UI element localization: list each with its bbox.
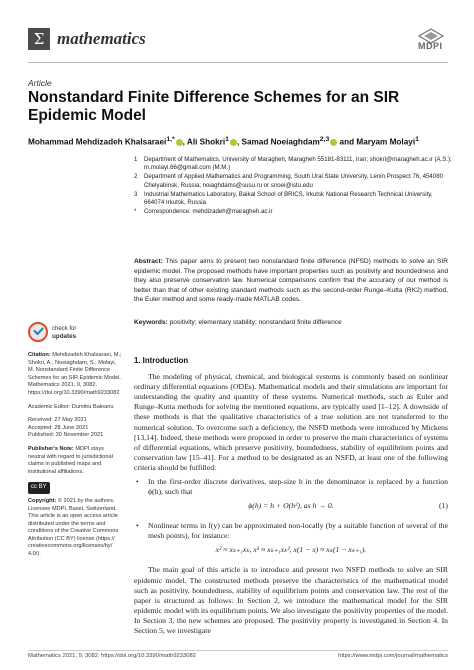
equation-1 <box>134 501 448 515</box>
author-name[interactable]: Ali Shokri <box>186 137 226 147</box>
accepted-date: Accepted: 28 June 2021 <box>28 424 89 431</box>
journal-header <box>28 28 448 54</box>
author-affil-mark: 1 <box>225 136 229 143</box>
check-for-updates-button[interactable] <box>28 320 122 346</box>
check-updates-label: check for updates <box>52 326 77 340</box>
sidebar <box>28 320 122 565</box>
affiliation-mark: 2 <box>134 173 138 181</box>
copyright-text: © 2021 by the authors. Licensee MDPI, Basel, Switzerland. This article is an open access article distributed under the terms and conditions of the Creative Commons Attribution (CC BY) license (https:// creativecommons.org/licenses/by/ 4.0/). <box>28 497 119 558</box>
affiliations <box>134 156 454 217</box>
copyright-block <box>28 498 122 559</box>
check-updates-icon <box>28 322 48 342</box>
intro-paragraph: The modeling of physical, chemical, and biological systems is commonly based on nonlinear ordinary differential equations (ODEs). Mathematical models and their simulations are important for understanding the quality and quantity of these systems. Numerical methods, such as Euler and Runge–Kutta methods for solving the mentioned equations, are typically used [1–12]. A downside of these methods is that the qualitative characteristics of a true solution are not transferred to the numerical solution. To overcome such a deficiency, the NSFD methods were introduced by Mickens [13,14]. Indeed, these methods were proposed in order to preserve the main characteristics of systems of differential equations, which preserve positivity, boundedness, stability of equilibrium points and conservation law [15–41]. For a method to be designated as an NSFD, at least one of the following criteria should be fulfilled: <box>134 372 448 472</box>
equation-text: x² ≈ xₖ₊₁xₖ, x³ ≈ xₖ₊₁xₖ², x(1 − x) ≈ xₖ(1 − xₖ₊₁). <box>215 545 367 555</box>
affiliation-item <box>134 208 454 216</box>
correspondence-text: Correspondence: mehdizadeh@maragheh.ac.ir <box>144 208 273 216</box>
published-date: Published: 30 November 2021 <box>28 432 104 439</box>
header-divider <box>28 62 448 63</box>
keywords-text: positivity; elementary stability; nonstandard finite difference <box>169 319 342 326</box>
criteria-bullet: • In the first-order discrete derivatives, step-size h in the denominator is replaced by a function ϕ(h), such that <box>134 477 448 497</box>
keywords-label: Keywords: <box>134 319 168 326</box>
author-list: Mohammad Mehdizadeh Khalsaraei$^{1,*}$ , Ali Shokri$^1$ , Samad Noeiaghdam$^{2,3}$ and Maryam Molayi$^1$ <box>28 136 419 147</box>
mdpi-logo-icon[interactable] <box>414 28 448 54</box>
orcid-icon[interactable] <box>330 139 337 146</box>
main-body <box>134 356 448 640</box>
abstract <box>134 257 448 305</box>
copyright-label: Copyright: <box>28 497 57 504</box>
author-affil-mark: 2,3 <box>319 136 330 143</box>
footer-citation[interactable]: Mathematics 2021, 9, 3082. https://doi.org/10.3390/math9233082 <box>28 653 196 659</box>
citation-text: Mehdizadeh Khalsaraei, M.; Shokri, A.; Noeiaghdam, S.; Molayi, M. Nonstandard Finite Difference Schemes for an SIR Epidemic Model. Mathematics 2021, 9, 3082. https://doi.org/10.3390/math9233082 <box>28 352 122 396</box>
keywords <box>134 318 448 327</box>
cc-license-icon[interactable]: cc BY <box>28 482 50 494</box>
author-affil-mark: 1 <box>415 136 419 143</box>
abstract-text: This paper aims to present two nonstandard finite difference (NFSD) methods to solve an SIR epidemic model. The proposed methods have important properties such as positivity and boundedness and they also preserve conservation law. Numerical comparisons confirm that the accuracy of our method is better than that of other existing standard methods such as the second-order Runge–Kutta (RK2) method, the Euler method and some ready-made MATLAB codes. <box>134 258 449 304</box>
orcid-icon[interactable] <box>176 139 183 146</box>
academic-editor: Academic Editor: Dumitru Baleanu <box>28 403 114 410</box>
article-type: Article <box>28 78 52 88</box>
publisher-note <box>28 446 122 476</box>
affiliation-mark: 1 <box>134 156 138 163</box>
article-title: Nonstandard Finite Difference Schemes for an SIR Epidemic Model <box>28 89 400 124</box>
author-name[interactable]: Mohammad Mehdizadeh Khalsaraei <box>28 137 167 147</box>
section-heading: 1. Introduction <box>134 356 189 365</box>
footer-divider <box>28 650 448 651</box>
affiliation-mark: * <box>134 208 137 216</box>
dates-block <box>28 417 122 440</box>
equation-number: (1) <box>439 501 448 511</box>
author-name[interactable]: Samad Noeiaghdam <box>241 137 320 147</box>
author-name[interactable]: Maryam Molayi <box>356 137 416 147</box>
affiliation-item <box>134 191 454 207</box>
received-date: Received: 27 May 2021 <box>28 417 87 424</box>
mdpi-logo-text: MDPI <box>418 41 443 51</box>
affiliation-text: Industrial Mathematics Laboratory, Baikal School of BRICS, Irkutsk National Research Technical University, 664074 Irkutsk, Russia <box>144 190 433 207</box>
publisher-note-label: Publisher's Note: <box>28 445 74 452</box>
author-affil-mark: 1,* <box>166 136 175 143</box>
publisher-note-text: MDPI stays neutral with regard to jurisdictional claims in published maps and institutional affiliations. <box>28 445 113 475</box>
goal-paragraph: The main goal of this article is to introduce and present two NSFD methods to solve an SIR epidemic model. The constructed methods preserve the characteristics of the mathematical model such as positivity, boundedness, stability of equilibrium points and conservation law. The rest of the paper is structured as follows: In Section 2, we introduce the mathematical model for the SIR epidemic model with its equilibrium points. We also investigate the positivity properties of the model. In Section 3, the new schemes are proposed. The positivity property is investigated in Section 4. In Section 5, we investigate <box>134 565 448 635</box>
affiliation-item <box>134 173 454 189</box>
affiliation-text: Department of Mathematics, University of Maragheh, Maragheh 55181-83111, Iran; shokri@maragheh.ac.ir (A.S.); m.molayi.66@gmail.com (M.M.) <box>144 156 452 172</box>
criteria-bullet: • Nonlinear terms in f(y) can be approximated non-locally (by a suitable function of several of the mesh points), for instance: <box>134 521 448 541</box>
equation-2 <box>134 545 448 559</box>
citation-label: Citation: <box>28 352 51 358</box>
equation-text: ϕ(h) = h + O(h²), as h → 0. <box>248 501 334 511</box>
orcid-icon[interactable] <box>230 139 237 146</box>
citation-block <box>28 352 122 398</box>
affiliation-mark: 3 <box>134 190 138 198</box>
footer-journal-link[interactable]: https://www.mdpi.com/journal/mathematics <box>338 653 448 659</box>
abstract-label: Abstract: <box>134 258 163 265</box>
journal-logo-icon: Σ <box>28 28 50 50</box>
journal-name[interactable]: mathematics <box>57 29 146 48</box>
affiliation-item <box>134 156 454 172</box>
affiliation-text: Department of Applied Mathematics and Programming, South Ural State University, Lenin Prospect 76, 454080 Chelyabinsk, Russia; noiaghdams@susu.ru or snoei@istu.edu <box>144 173 443 189</box>
